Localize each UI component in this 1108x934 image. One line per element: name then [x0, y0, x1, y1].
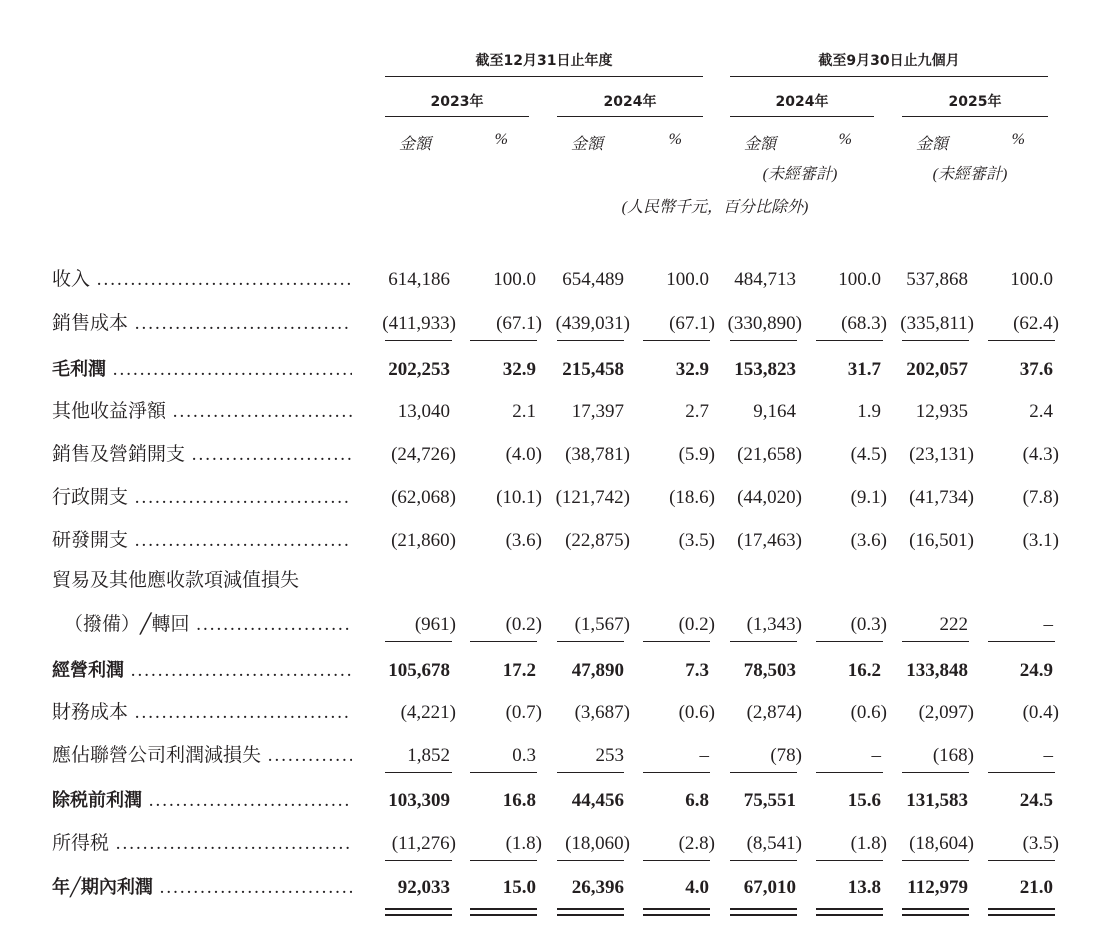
- table-cell: 100.0: [838, 269, 881, 290]
- table-cell: (2,097): [918, 702, 974, 723]
- table-cell: (3.6): [505, 530, 542, 551]
- table-cell: (38,781): [565, 444, 630, 465]
- row-label: 所得税 .....: [52, 829, 352, 859]
- subtotal-rule: [902, 772, 969, 773]
- row-label: 研發開支 .....: [52, 526, 352, 556]
- subtotal-rule: [643, 340, 710, 341]
- table-cell: (961): [414, 614, 456, 635]
- table-cell: 654,489: [562, 269, 624, 290]
- table-cell: 1,852: [407, 745, 450, 766]
- year-header-rule: [385, 116, 529, 117]
- total-double-rule: [643, 908, 710, 916]
- table-cell: (41,734): [909, 487, 974, 508]
- row-label: 銷售及營銷開支 .....: [52, 440, 352, 470]
- table-cell: (330,890): [727, 313, 802, 334]
- unit-note: (人民幣千元，百分比除外): [621, 199, 809, 216]
- table-cell: 78,503: [743, 660, 796, 681]
- table-cell: 202,253: [388, 359, 450, 380]
- table-cell: 153,823: [734, 359, 796, 380]
- table-cell: –: [1043, 614, 1053, 635]
- table-cell: 31.7: [847, 359, 881, 380]
- table-cell: (21,658): [737, 444, 802, 465]
- table-cell: 13,040: [397, 401, 450, 422]
- table-cell: (68.3): [841, 313, 887, 334]
- table-cell: 26,396: [571, 877, 624, 898]
- subtotal-rule: [988, 641, 1055, 642]
- row-label: 財務成本 .....: [52, 698, 352, 728]
- table-cell: (1.8): [850, 833, 887, 854]
- table-cell: 0.3: [512, 745, 536, 766]
- table-cell: 16.8: [502, 790, 536, 811]
- subtotal-rule: [730, 340, 797, 341]
- row-label: 年╱期內利潤 .....: [52, 873, 352, 903]
- year-header-2024-9m: 2024年: [775, 94, 829, 110]
- table-cell: (3.1): [1022, 530, 1059, 551]
- total-double-rule: [730, 908, 797, 916]
- table-cell: (62.4): [1013, 313, 1059, 334]
- table-cell: (1,343): [746, 614, 802, 635]
- table-cell: 100.0: [493, 269, 536, 290]
- table-cell: 17.2: [502, 660, 536, 681]
- table-cell: (4.3): [1022, 444, 1059, 465]
- period-header-nine-months-rule: [730, 76, 1048, 77]
- year-header-2024: 2024年: [603, 94, 657, 110]
- amount-header: 金額: [743, 136, 776, 153]
- table-cell: (3.5): [1022, 833, 1059, 854]
- table-cell: (16,501): [909, 530, 974, 551]
- subtotal-rule: [470, 641, 537, 642]
- table-cell: (23,131): [909, 444, 974, 465]
- table-cell: (10.1): [496, 487, 542, 508]
- subtotal-rule: [557, 641, 624, 642]
- subtotal-rule: [816, 340, 883, 341]
- percent-header: %: [838, 131, 852, 148]
- table-cell: (67.1): [496, 313, 542, 334]
- table-cell: 24.9: [1019, 660, 1053, 681]
- subtotal-rule: [385, 641, 452, 642]
- row-label: 銷售成本 .....: [52, 309, 352, 339]
- table-cell: 67,010: [743, 877, 796, 898]
- table-cell: (11,276): [391, 833, 456, 854]
- table-cell: 202,057: [906, 359, 968, 380]
- table-cell: (2.8): [678, 833, 715, 854]
- table-cell: 215,458: [562, 359, 624, 380]
- subtotal-rule: [730, 641, 797, 642]
- table-cell: (8,541): [746, 833, 802, 854]
- table-cell: 222: [939, 614, 968, 635]
- table-cell: 13.8: [847, 877, 881, 898]
- subtotal-rule: [816, 860, 883, 861]
- subtotal-rule: [988, 340, 1055, 341]
- table-cell: (0.7): [505, 702, 542, 723]
- table-cell: (0.4): [1022, 702, 1059, 723]
- row-label: 應佔聯營公司利潤減損失 .....: [52, 741, 352, 771]
- table-cell: (5.9): [678, 444, 715, 465]
- table-cell: 2.1: [512, 401, 536, 422]
- table-cell: 75,551: [743, 790, 796, 811]
- row-label: 行政開支 .....: [52, 483, 352, 513]
- row-label: 貿易及其他應收款項減值損失: [52, 570, 300, 591]
- subtotal-rule: [816, 641, 883, 642]
- total-double-rule: [557, 908, 624, 916]
- table-cell: 92,033: [397, 877, 450, 898]
- amount-header: 金額: [398, 136, 431, 153]
- table-cell: 112,979: [907, 877, 968, 898]
- subtotal-rule: [730, 860, 797, 861]
- table-cell: 32.9: [502, 359, 536, 380]
- table-cell: 37.6: [1019, 359, 1053, 380]
- table-cell: (168): [932, 745, 974, 766]
- table-cell: 21.0: [1019, 877, 1053, 898]
- subtotal-rule: [902, 860, 969, 861]
- table-cell: –: [699, 745, 709, 766]
- table-cell: 253: [595, 745, 624, 766]
- table-cell: (4.0): [505, 444, 542, 465]
- total-double-rule: [385, 908, 452, 916]
- table-cell: (17,463): [737, 530, 802, 551]
- table-cell: 16.2: [847, 660, 881, 681]
- table-cell: 2.7: [685, 401, 709, 422]
- subtotal-rule: [557, 340, 624, 341]
- subtotal-rule: [470, 340, 537, 341]
- percent-header: %: [494, 131, 508, 148]
- table-cell: (3,687): [574, 702, 630, 723]
- subtotal-rule: [557, 860, 624, 861]
- table-cell: (439,031): [555, 313, 630, 334]
- subtotal-rule: [730, 772, 797, 773]
- table-cell: 9,164: [753, 401, 796, 422]
- table-cell: 12,935: [915, 401, 968, 422]
- subtotal-rule: [643, 860, 710, 861]
- year-header-rule: [902, 116, 1048, 117]
- table-cell: 103,309: [388, 790, 450, 811]
- table-cell: 24.5: [1019, 790, 1053, 811]
- table-cell: 133,848: [906, 660, 968, 681]
- subtotal-rule: [902, 641, 969, 642]
- table-cell: –: [871, 745, 881, 766]
- row-label: 毛利潤 .....: [52, 355, 352, 385]
- row-label: 除税前利潤 .....: [52, 786, 352, 816]
- table-cell: (78): [770, 745, 802, 766]
- year-header-2023: 2023年: [430, 94, 484, 110]
- table-cell: 15.0: [502, 877, 536, 898]
- table-cell: 131,583: [906, 790, 968, 811]
- table-cell: (0.6): [850, 702, 887, 723]
- subtotal-rule: [470, 860, 537, 861]
- table-cell: 32.9: [675, 359, 709, 380]
- table-cell: (0.2): [505, 614, 542, 635]
- table-cell: (4,221): [400, 702, 456, 723]
- percent-header: %: [668, 131, 682, 148]
- table-cell: 105,678: [388, 660, 450, 681]
- total-double-rule: [470, 908, 537, 916]
- table-cell: 47,890: [571, 660, 624, 681]
- table-cell: 100.0: [1010, 269, 1053, 290]
- unaudited-note: (未經審計): [762, 166, 838, 183]
- table-cell: (67.1): [669, 313, 715, 334]
- row-label: （撥備）╱轉回 .....: [64, 610, 352, 640]
- table-cell: 1.9: [857, 401, 881, 422]
- unaudited-note: (未經審計): [932, 166, 1008, 183]
- subtotal-rule: [988, 772, 1055, 773]
- subtotal-rule: [385, 772, 452, 773]
- table-cell: (18,060): [565, 833, 630, 854]
- row-label: 收入 .....: [52, 265, 352, 295]
- row-label: 經營利潤 .....: [52, 656, 352, 686]
- table-cell: 614,186: [388, 269, 450, 290]
- table-cell: (18,604): [909, 833, 974, 854]
- subtotal-rule: [385, 860, 452, 861]
- table-cell: (121,742): [555, 487, 630, 508]
- period-header-nine-months: 截至9月30日止九個月: [818, 53, 960, 69]
- table-cell: (0.3): [850, 614, 887, 635]
- table-cell: (22,875): [565, 530, 630, 551]
- table-cell: 15.6: [847, 790, 881, 811]
- table-cell: (0.6): [678, 702, 715, 723]
- table-cell: (18.6): [669, 487, 715, 508]
- table-cell: 6.8: [685, 790, 709, 811]
- table-cell: (3.5): [678, 530, 715, 551]
- table-cell: (21,860): [391, 530, 456, 551]
- period-header-annual: 截至12月31日止年度: [475, 53, 613, 69]
- table-cell: (0.2): [678, 614, 715, 635]
- table-cell: (335,811): [900, 313, 974, 334]
- table-cell: (1.8): [505, 833, 542, 854]
- total-double-rule: [988, 908, 1055, 916]
- table-cell: (44,020): [737, 487, 802, 508]
- year-header-rule: [730, 116, 874, 117]
- subtotal-rule: [988, 860, 1055, 861]
- subtotal-rule: [470, 772, 537, 773]
- amount-header: 金額: [570, 136, 603, 153]
- table-cell: 100.0: [666, 269, 709, 290]
- table-cell: (9.1): [850, 487, 887, 508]
- subtotal-rule: [643, 641, 710, 642]
- period-header-annual-rule: [385, 76, 703, 77]
- table-cell: (411,933): [382, 313, 456, 334]
- total-double-rule: [902, 908, 969, 916]
- table-cell: –: [1043, 745, 1053, 766]
- subtotal-rule: [643, 772, 710, 773]
- table-cell: 537,868: [906, 269, 968, 290]
- table-cell: (7.8): [1022, 487, 1059, 508]
- table-cell: (1,567): [574, 614, 630, 635]
- table-cell: 44,456: [571, 790, 624, 811]
- table-cell: (4.5): [850, 444, 887, 465]
- subtotal-rule: [557, 772, 624, 773]
- table-cell: 7.3: [685, 660, 709, 681]
- table-cell: 2.4: [1029, 401, 1053, 422]
- total-double-rule: [816, 908, 883, 916]
- table-cell: (24,726): [391, 444, 456, 465]
- row-label: 其他收益淨額 .....: [52, 397, 352, 427]
- subtotal-rule: [816, 772, 883, 773]
- table-cell: (3.6): [850, 530, 887, 551]
- subtotal-rule: [385, 340, 452, 341]
- percent-header: %: [1011, 131, 1025, 148]
- table-cell: 17,397: [571, 401, 624, 422]
- table-cell: 484,713: [734, 269, 796, 290]
- table-cell: (2,874): [746, 702, 802, 723]
- year-header-rule: [557, 116, 703, 117]
- table-cell: (62,068): [391, 487, 456, 508]
- year-header-2025-9m: 2025年: [948, 94, 1002, 110]
- subtotal-rule: [902, 340, 969, 341]
- table-cell: 4.0: [685, 877, 709, 898]
- amount-header: 金額: [915, 136, 948, 153]
